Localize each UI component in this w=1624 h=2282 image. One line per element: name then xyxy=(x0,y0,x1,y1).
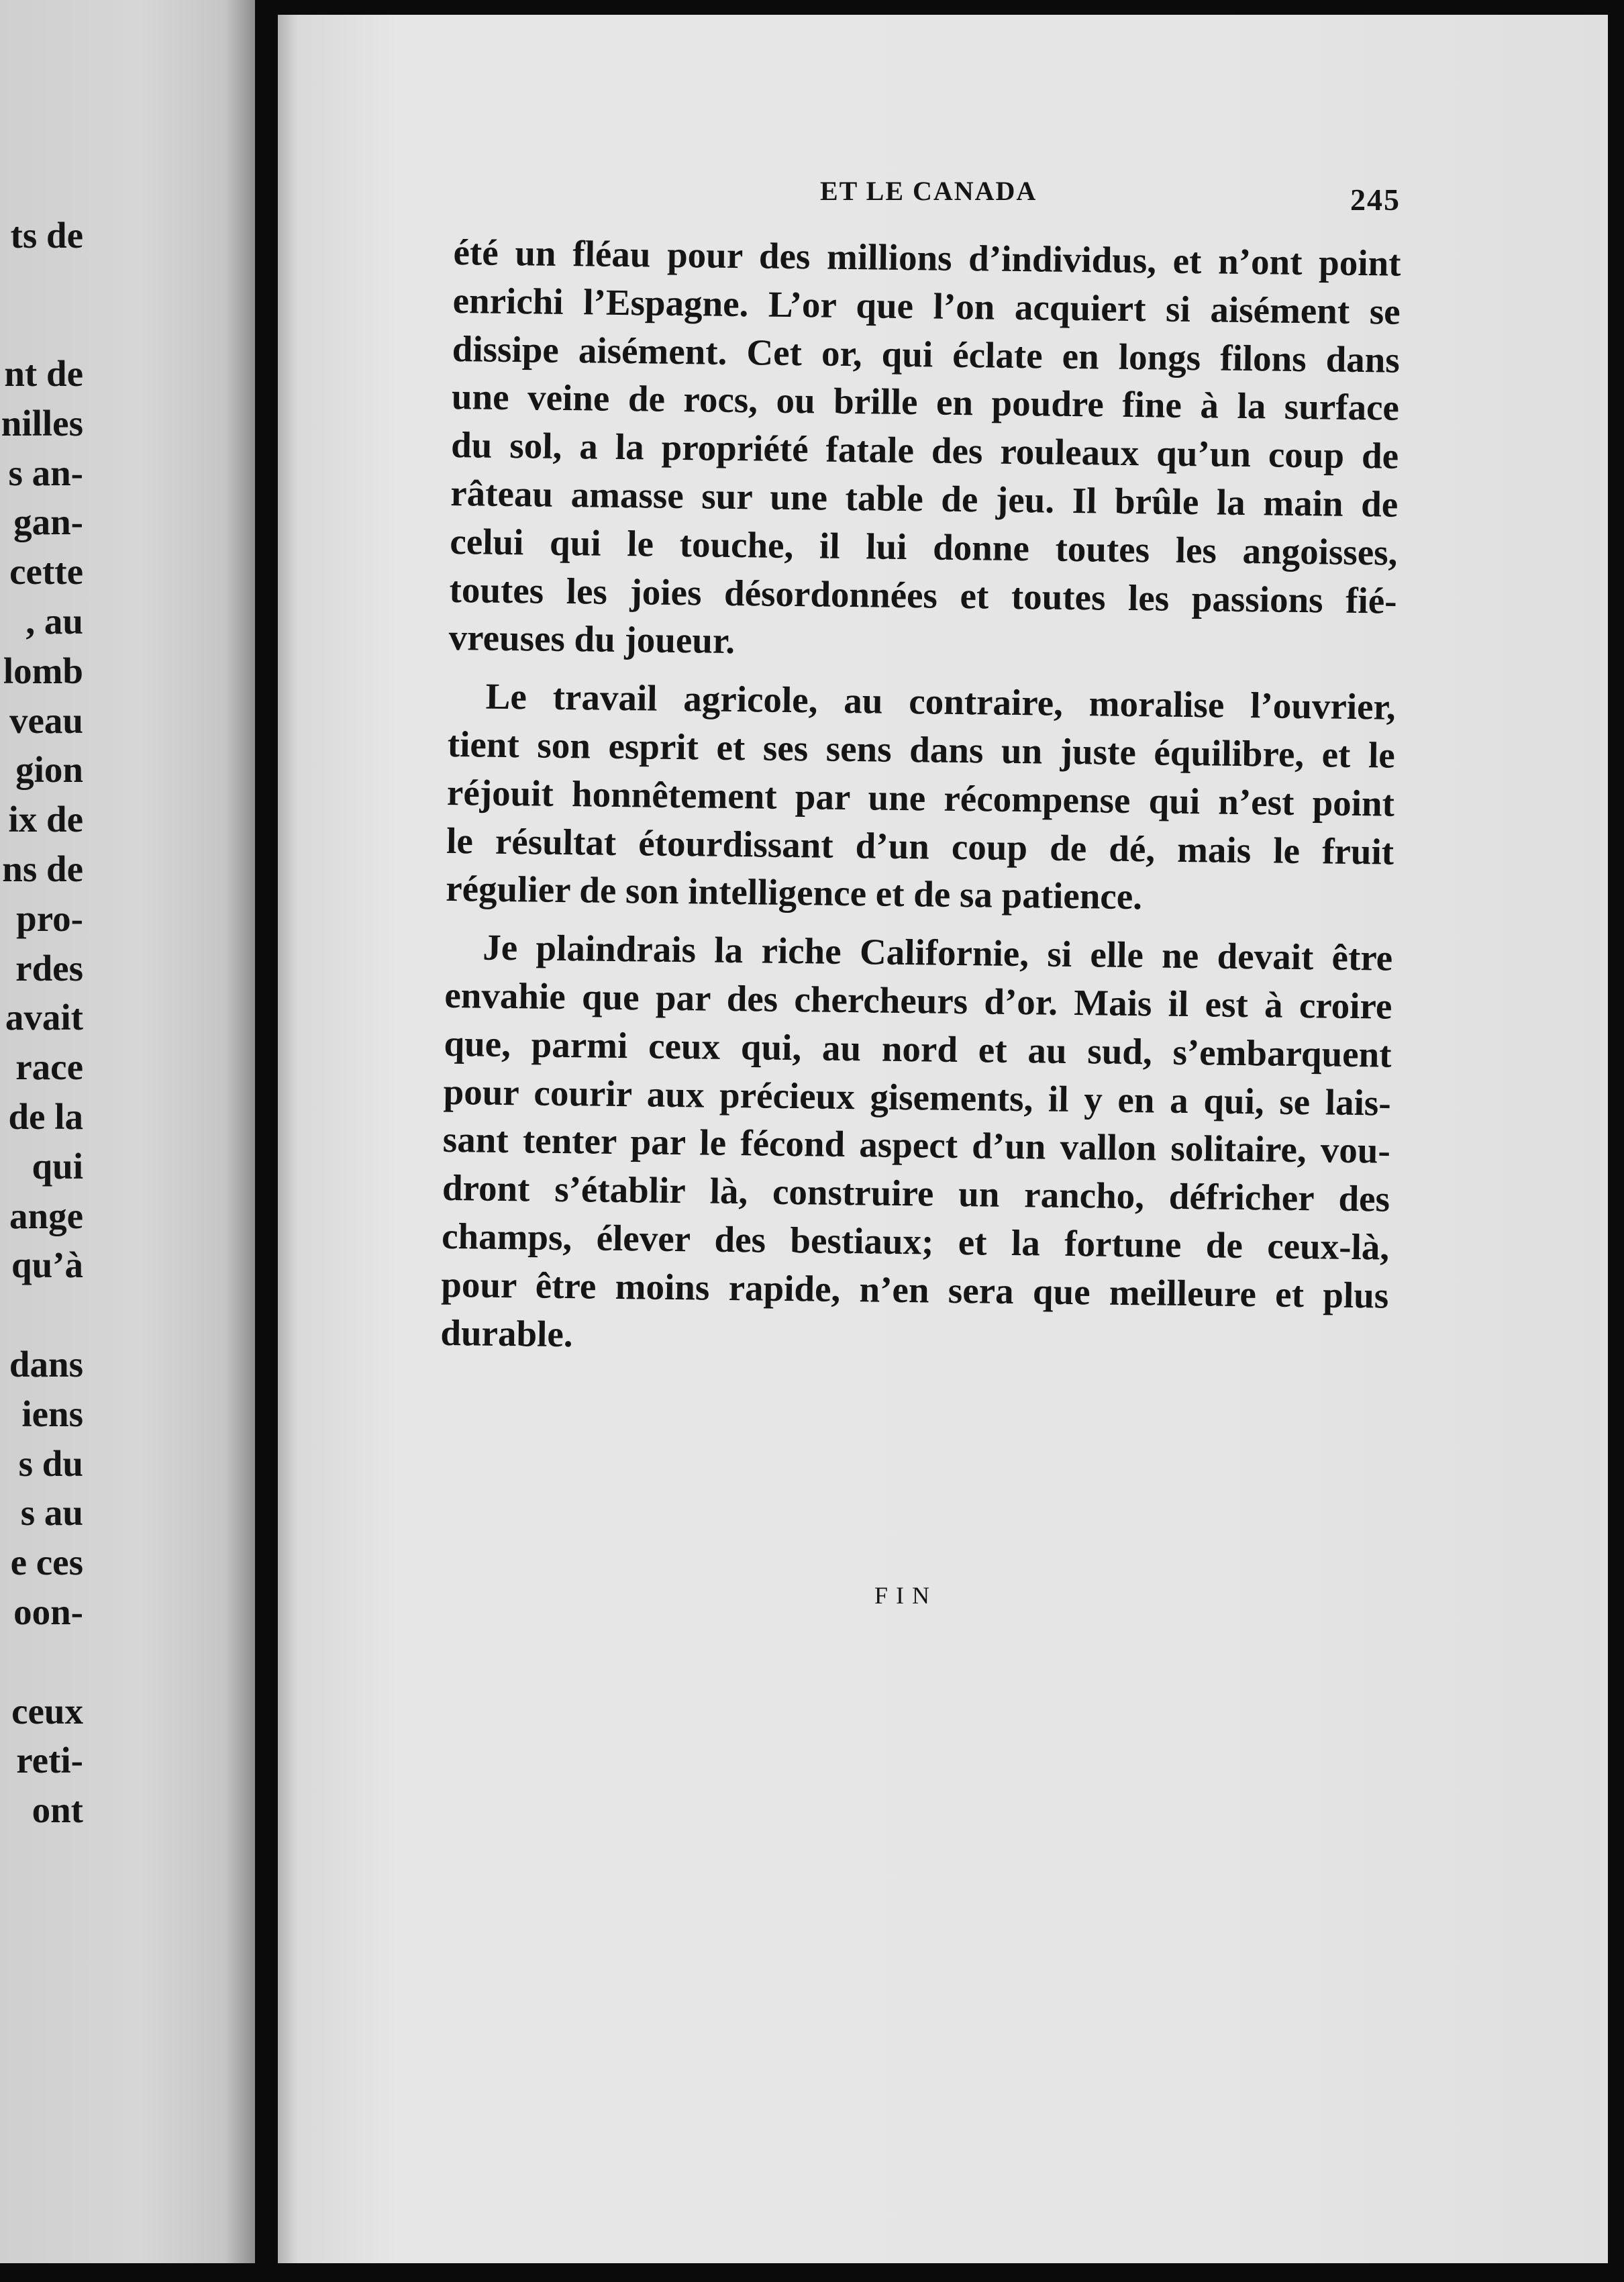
left-page-line: ns de xyxy=(2,848,83,889)
left-page-line: avait xyxy=(5,997,83,1038)
left-page-block xyxy=(0,1687,83,1835)
left-page-block xyxy=(0,349,83,1290)
left-facing-page xyxy=(0,0,255,2263)
text-line: dissipe aisément. Cet or, qui éclate en longs filons dans xyxy=(452,328,1401,381)
text-line: râteau amasse sur une table de jeu. Il brûle la main de xyxy=(450,472,1399,525)
text-line: une veine de rocs, ou brille en poudre fine à la surface xyxy=(451,376,1400,429)
text-line: champs, élever des bestiaux; et la fortune de ceux-là, xyxy=(441,1215,1390,1268)
paragraph xyxy=(440,923,1393,1368)
text-line: Je plaindrais la riche Californie, si elle ne devait être xyxy=(482,926,1393,979)
left-page-line: ange xyxy=(9,1195,83,1236)
left-page-line: oon- xyxy=(13,1591,83,1632)
left-page-line: gan- xyxy=(13,501,83,543)
left-page-line: reti- xyxy=(16,1740,83,1781)
text-line: réjouit honnêtement par une récompense qui n’est point xyxy=(446,771,1395,824)
paragraph xyxy=(448,228,1401,673)
left-page-line: veau xyxy=(9,699,83,741)
text-line: tient son esprit et ses sens dans un juste équilibre, et le xyxy=(447,723,1396,776)
text-line: envahie que par des chercheurs d’or. Mais il est à croire xyxy=(444,974,1392,1027)
book-page xyxy=(278,15,1608,2263)
text-line: vreuses du joueur. xyxy=(448,617,735,662)
left-page-text-top xyxy=(0,211,83,260)
left-page-line: de la xyxy=(8,1095,83,1137)
left-page-line: s an- xyxy=(8,452,83,493)
text-line: le résultat étourdissant d’un coup de dé, mais le fruit xyxy=(446,820,1394,873)
text-line: celui qui le touche, il lui donne toutes les angoisses, xyxy=(450,520,1398,573)
left-page-line: rdes xyxy=(15,947,83,989)
end-mark: FIN xyxy=(874,1582,938,1609)
left-page-block xyxy=(0,1340,83,1637)
page-number: 245 xyxy=(1350,183,1401,217)
text-line: régulier de son intelligence et de sa patience. xyxy=(445,868,1143,917)
text-line: toutes les joies désordonnées et toutes les passions fié- xyxy=(449,568,1397,622)
text-line: sant tenter par le fécond aspect d’un vallon solitaire, vou- xyxy=(442,1119,1391,1172)
left-page-line: race xyxy=(15,1046,83,1088)
text-line: pour courir aux précieux gisements, il y en a qui, se lais- xyxy=(443,1071,1391,1124)
left-page-line: s du xyxy=(18,1442,83,1484)
left-page-line: nt de xyxy=(4,353,83,394)
paragraph xyxy=(446,672,1396,924)
left-page-line: ont xyxy=(32,1789,83,1831)
left-page-line: dans xyxy=(9,1343,83,1385)
left-page-line: gion xyxy=(15,749,83,791)
text-line: dront s’établir là, construire un rancho, défricher des xyxy=(442,1167,1390,1220)
left-page-line: ix de xyxy=(8,799,83,840)
text-line: enrichi l’Espagne. L’or que l’on acquiert si aisément se xyxy=(452,279,1401,332)
left-page-line: e ces xyxy=(10,1542,83,1583)
left-page-line: qu’à xyxy=(11,1244,83,1286)
left-page-line: , au xyxy=(26,600,83,642)
left-page-line: iens xyxy=(21,1393,83,1434)
text-line: pour être moins rapide, n’en sera que meilleure et plus xyxy=(440,1263,1389,1316)
left-page-line: cette xyxy=(9,551,83,593)
left-page-text-main xyxy=(0,349,83,1835)
left-page-line: pro- xyxy=(16,897,83,939)
text-line: été un fléau pour des millions d’individus, et n’ont point xyxy=(453,231,1401,284)
text-line: du sol, a la propriété fatale des rouleaux qu’un coup de xyxy=(450,424,1399,477)
left-page-line: lomb xyxy=(3,650,83,691)
left-page-line: s au xyxy=(20,1492,83,1534)
left-page-line: nilles xyxy=(1,402,83,444)
text-line: durable. xyxy=(440,1311,573,1354)
running-head: ET LE CANADA xyxy=(820,176,1037,206)
left-page-line: qui xyxy=(32,1145,83,1187)
body-text xyxy=(440,228,1401,1378)
text-line: Le travail agricole, au contraire, moralise l’ouvrier, xyxy=(485,675,1396,728)
left-page-line: ceux xyxy=(11,1690,83,1732)
left-page-block xyxy=(0,211,83,260)
text-line: que, parmi ceux qui, au nord et au sud, s’embarquent xyxy=(444,1022,1392,1075)
left-page-line: ts de xyxy=(10,215,83,256)
